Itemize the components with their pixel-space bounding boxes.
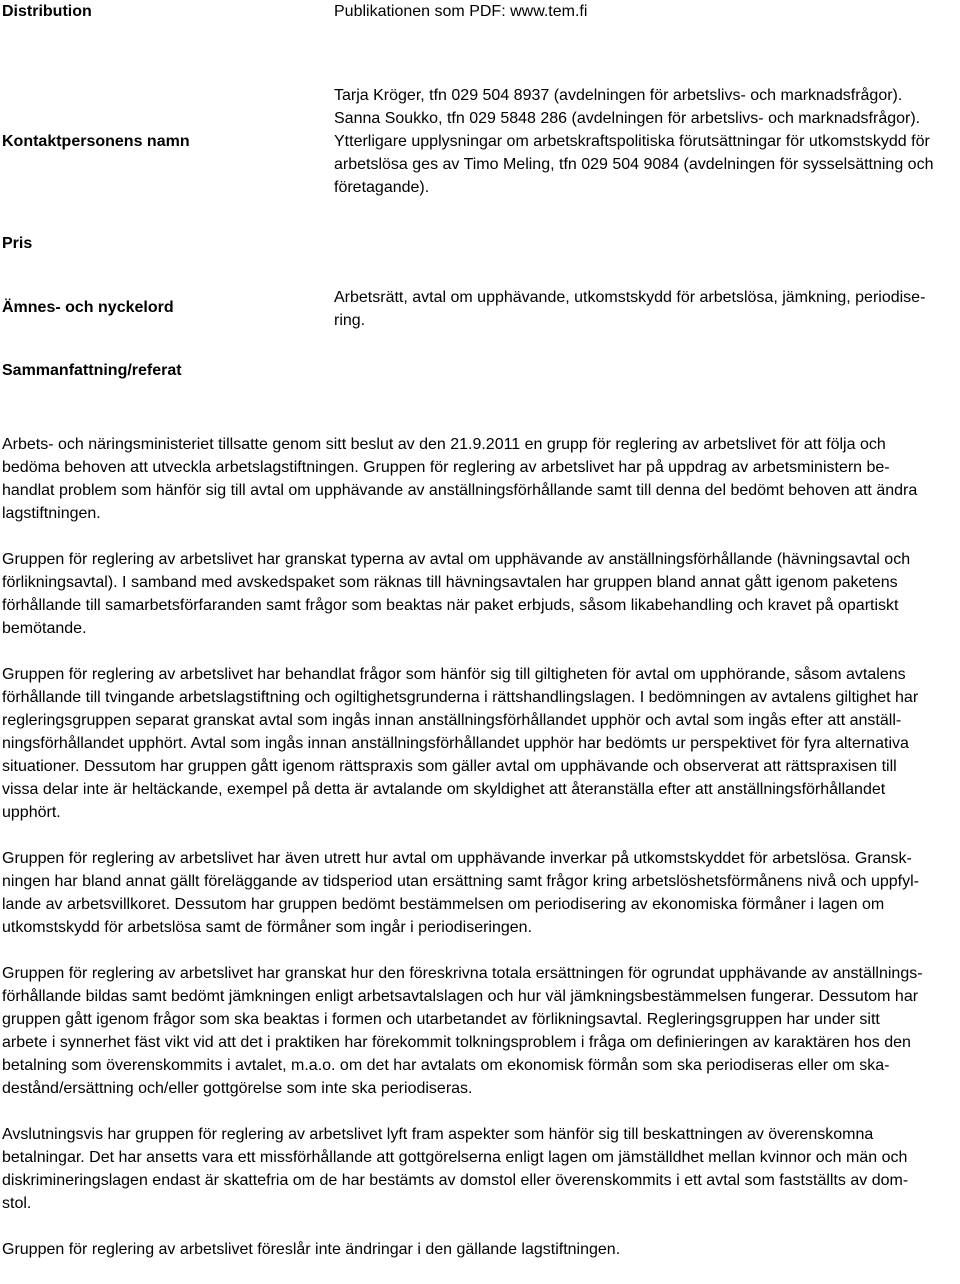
summary-paragraph xyxy=(2,1238,958,1261)
contact-line: företagande). xyxy=(334,179,430,196)
summary-line: lagstiftningen. xyxy=(2,505,101,522)
contact-line: arbetslösa ges av Timo Meling, tfn 029 504 9084 (avdelningen för sysselsättning och xyxy=(334,156,934,173)
keywords-line: ring. xyxy=(334,312,366,329)
distribution-label: Distribution xyxy=(2,3,92,20)
summary-line: vissa delar inte är heltäckande, exempel på detta är avtalande om skyldighet att återanställa efter att anställningsförhållandet xyxy=(2,781,886,798)
distribution-value: Publikationen som PDF: www.tem.fi xyxy=(334,3,588,20)
summary-line: betalning som överenskommits i avtalet, m.a.o. om det har avtalats om ekonomisk förmån som ska periodiseras eller om ska- xyxy=(2,1057,890,1074)
summary-line: gruppen gått igenom frågor som ska beaktas i formen och utarbetandet av förlikningsavtal. Regleringsgruppen har under sitt xyxy=(2,1011,880,1028)
summary-line: diskrimineringslagen endast är skattefria om de har bestämts av domstol eller överenskommits i ett avtal som fastställts av dom- xyxy=(2,1172,909,1189)
summary-line: Gruppen för reglering av arbetslivet föreslår inte ändringar i den gällande lagstiftningen. xyxy=(2,1241,621,1258)
summary-line: Gruppen för reglering av arbetslivet har granskat typerna av avtal om upphävande av anställningsförhållande (hävningsavtal och xyxy=(2,551,911,568)
keywords-line: Arbetsrätt, avtal om upphävande, utkomstskydd för arbetslösa, jämkning, periodise- xyxy=(334,289,926,306)
keywords-label: Ämnes- och nyckelord xyxy=(2,299,174,316)
summary-paragraph xyxy=(2,663,958,824)
summary-line: Gruppen för reglering av arbetslivet har granskat hur den föreskrivna totala ersättningen för ogrundat upphävande av anställnings- xyxy=(2,965,923,982)
summary-line: förhållande till tvingande arbetslagstiftning och ogiltighetsgrunderna i rättshandlingslagen. I bedömningen av avtalens giltighet har xyxy=(2,689,919,706)
summary-paragraph xyxy=(2,548,958,640)
summary-line: lande av arbetsvillkoret. Dessutom har gruppen bedömt bestämmelsen om periodisering av ekonomiska förmåner i lagen om xyxy=(2,896,885,913)
summary-paragraph xyxy=(2,433,958,525)
contacts-label: Kontaktpersonens namn xyxy=(2,133,190,150)
summary-line: Arbets- och näringsministeriet tillsatte genom sitt beslut av den 21.9.2011 en grupp för reglering av arbetslivet för att följa och xyxy=(2,436,886,453)
summary-line: arbete i synnerhet fäst vikt vid att det i praktiken har förekommit tolkningsproblem i fråga om definieringen av karaktären hos den xyxy=(2,1034,911,1051)
summary-line: bedöma behoven att utveckla arbetslagstiftningen. Gruppen för reglering av arbetslivet har på uppdrag av arbetsministern be- xyxy=(2,459,890,476)
summary-line: Gruppen för reglering av arbetslivet har även utrett hur avtal om upphävande inverkar på utkomstskyddet för arbetslösa. Gransk- xyxy=(2,850,912,867)
contact-line: Tarja Kröger, tfn 029 504 8937 (avdelningen för arbetslivs- och marknadsfrågor). xyxy=(334,87,903,104)
summary-line: bemötande. xyxy=(2,620,87,637)
summary-line: situationer. Dessutom har gruppen gått igenom rättspraxis som gäller avtal om upphävande och observerat att rättspraxisen till xyxy=(2,758,897,775)
summary-line: betalningar. Det har ansetts vara ett missförhållande att gottgörelserna enligt lagen om jämställdhet mellan kvinnor och män och xyxy=(2,1149,908,1166)
summary-line: förlikningsavtal). I samband med avskedspaket som räknas till hävningsavtalen har gruppen bland annat gått igenom paketens xyxy=(2,574,898,591)
summary-line: Avslutningsvis har gruppen för reglering av arbetslivet lyft fram aspekter som hänför sig till beskattningen av överenskomna xyxy=(2,1126,874,1143)
summary-paragraph xyxy=(2,1123,958,1215)
summary-line: regleringsgruppen separat granskat avtal som ingås innan anställningsförhållandet upphör och avtal som ingås efter att anställ- xyxy=(2,712,902,729)
summary-paragraph xyxy=(2,962,958,1100)
summary-line: destånd/ersättning och/eller gottgörelse som inte ska periodiseras. xyxy=(2,1080,473,1097)
keywords-value xyxy=(334,286,958,332)
summary-line: upphört. xyxy=(2,804,61,821)
contact-line: Sanna Soukko, tfn 029 5848 286 (avdelningen för arbetslivs- och marknadsfrågor). xyxy=(334,110,921,127)
summary-line: förhållande bildas samt bedömt jämkningen enligt arbetsavtalslagen och hur väl jämkningsbestämmelsen fungerar. Dessutom har xyxy=(2,988,919,1005)
summary-line: ningsförhållandet upphört. Avtal som ingås innan anställningsförhållandet upphör har bedömts ur perspektivet för fyra alternativa xyxy=(2,735,909,752)
summary-label: Sammanfattning/referat xyxy=(2,362,182,379)
price-label: Pris xyxy=(2,235,33,252)
summary-line: ningen har bland annat gällt föreläggande av tidsperiod utan ersättning samt frågor kring arbetslöshetsförmånens nivå och uppfyl- xyxy=(2,873,920,890)
contacts-value xyxy=(334,84,958,199)
contact-line: Ytterligare upplysningar om arbetskraftspolitiska förutsättningar för utkomstskydd för xyxy=(334,133,930,150)
summary-line: handlat problem som hänför sig till avtal om upphävande av anställningsförhållande samt till denna del bedömt behoven att ändra xyxy=(2,482,918,499)
summary-line: utkomstskydd för arbetslösa samt de förmåner som ingår i periodiseringen. xyxy=(2,919,533,936)
summary-line: Gruppen för reglering av arbetslivet har behandlat frågor som hänför sig till giltigheten för avtal om upphörande, såsom avtalens xyxy=(2,666,906,683)
summary-paragraph xyxy=(2,847,958,939)
summary-body xyxy=(2,433,958,1284)
summary-line: stol. xyxy=(2,1195,32,1212)
summary-line: förhållande till samarbetsförfaranden samt frågor som beaktas när paket erbjuds, såsom likabehandling och kravet på opartiskt xyxy=(2,597,899,614)
